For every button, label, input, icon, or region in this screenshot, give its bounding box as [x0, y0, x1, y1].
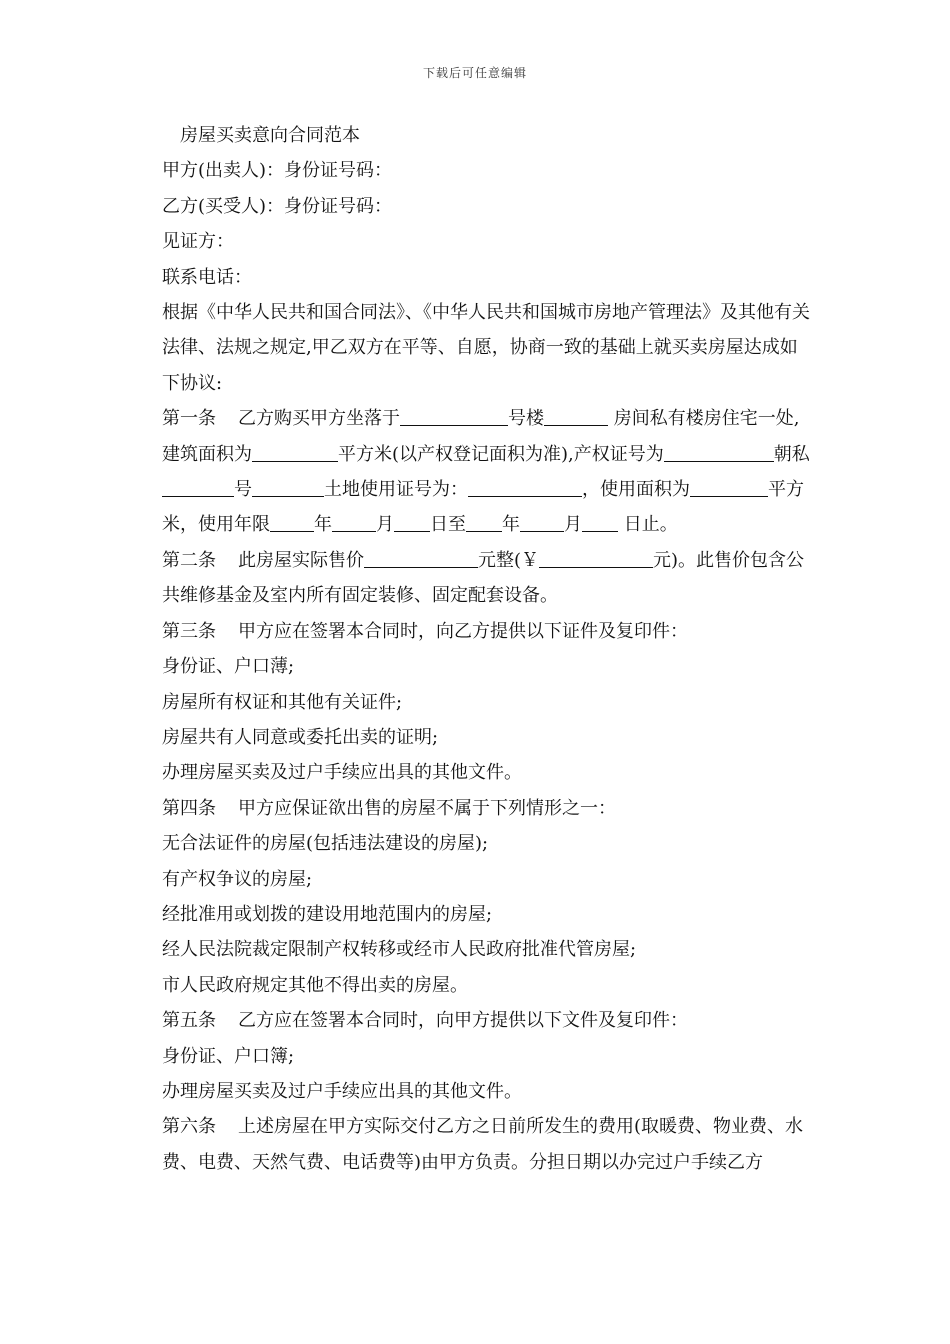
article-4-label: 第四条	[162, 797, 216, 819]
page-header-note: 下载后可任意编辑	[422, 66, 527, 80]
blank-year-to	[466, 513, 502, 532]
phone-line: 联系电话：	[162, 266, 252, 288]
list-item: 经人民法院裁定限制产权转移或经市人民政府批准代管房屋;	[162, 939, 637, 961]
article-3-label: 第三条	[162, 620, 216, 642]
list-item: 身份证、户口簿;	[162, 1045, 295, 1067]
article-4: 第四条 甲方应保证欲出售的房屋不属于下列情形之一：	[162, 797, 616, 819]
article-6-label: 第六条	[162, 1116, 216, 1138]
article-5: 第五条 乙方应在签署本合同时，向甲方提供以下文件及复印件：	[162, 1010, 688, 1032]
list-item: 有产权争议的房屋;	[162, 868, 313, 890]
contract-body	[144, 118, 812, 1180]
list-item: 办理房屋买卖及过户手续应出具的其他文件。	[162, 762, 522, 784]
list-item: 身份证、户口薄;	[162, 656, 295, 678]
party-b-line: 乙方(买受人)：身份证号码：	[162, 195, 393, 217]
document-title: 房屋买卖意向合同范本	[180, 125, 360, 146]
blank-cert-no	[664, 443, 774, 462]
list-item: 经批准用或划拨的建设用地范围内的房屋;	[162, 903, 493, 925]
blank-price-number	[539, 549, 653, 568]
witness-line: 见证方：	[162, 231, 234, 253]
blank-building	[544, 407, 608, 426]
list-item: 市人民政府规定其他不得出卖的房屋。	[162, 974, 468, 996]
blank-land-cert	[468, 478, 582, 497]
article-6: 第六条 上述房屋在甲方实际交付乙方之日前所发生的费用(取暖费、物业费、水费、电费、天然气费、电话费等)由甲方负责。分担日期以办完过户手续乙方	[162, 1116, 804, 1173]
list-item: 房屋共有人同意或委托出卖的证明;	[162, 726, 439, 748]
blank-price-words	[364, 549, 478, 568]
blank-year-from	[270, 513, 314, 532]
party-a-line: 甲方(出卖人)：身份证号码：	[162, 160, 393, 182]
preamble-paragraph: 根据《中华人民共和国合同法》、《中华人民共和国城市房地产管理法》及其他有关法律、法规之规定,甲乙双方在平等、自愿，协商一致的基础上就买卖房屋达成如下协议:	[162, 302, 810, 394]
blank-month-from	[332, 513, 376, 532]
article-5-label: 第五条	[162, 1010, 216, 1032]
article-2-label: 第二条	[162, 549, 216, 571]
blank-area	[252, 443, 338, 462]
list-item: 房屋所有权证和其他有关证件;	[162, 691, 403, 713]
blank-day-from	[394, 513, 430, 532]
article-1: 第一条 乙方购买甲方坐落于 号楼 房间私有楼房住宅一处,建筑面积为 平方米(以产权登记面积为准),产权证号为 朝私号 土地使用证号为： ，使用面积为 平方米，使用年限 年 月 日至 年 月 日止。	[162, 408, 810, 536]
blank-usable-area	[690, 478, 768, 497]
list-item: 无合法证件的房屋(包括违法建设的房屋);	[162, 833, 489, 855]
article-1-label: 第一条	[162, 408, 216, 430]
list-item: 办理房屋买卖及过户手续应出具的其他文件。	[162, 1080, 522, 1102]
article-2: 第二条 此房屋实际售价 元整(￥ 元)。此售价包含公共维修基金及室内所有固定装修、固定配套设备。	[162, 549, 805, 607]
blank-day-to	[582, 513, 618, 532]
article-3: 第三条 甲方应在签署本合同时，向乙方提供以下证件及复印件：	[162, 620, 688, 642]
blank-location	[400, 407, 508, 426]
blank-month-to	[520, 513, 564, 532]
blank-private-no	[162, 478, 234, 497]
blank-no	[252, 478, 324, 497]
